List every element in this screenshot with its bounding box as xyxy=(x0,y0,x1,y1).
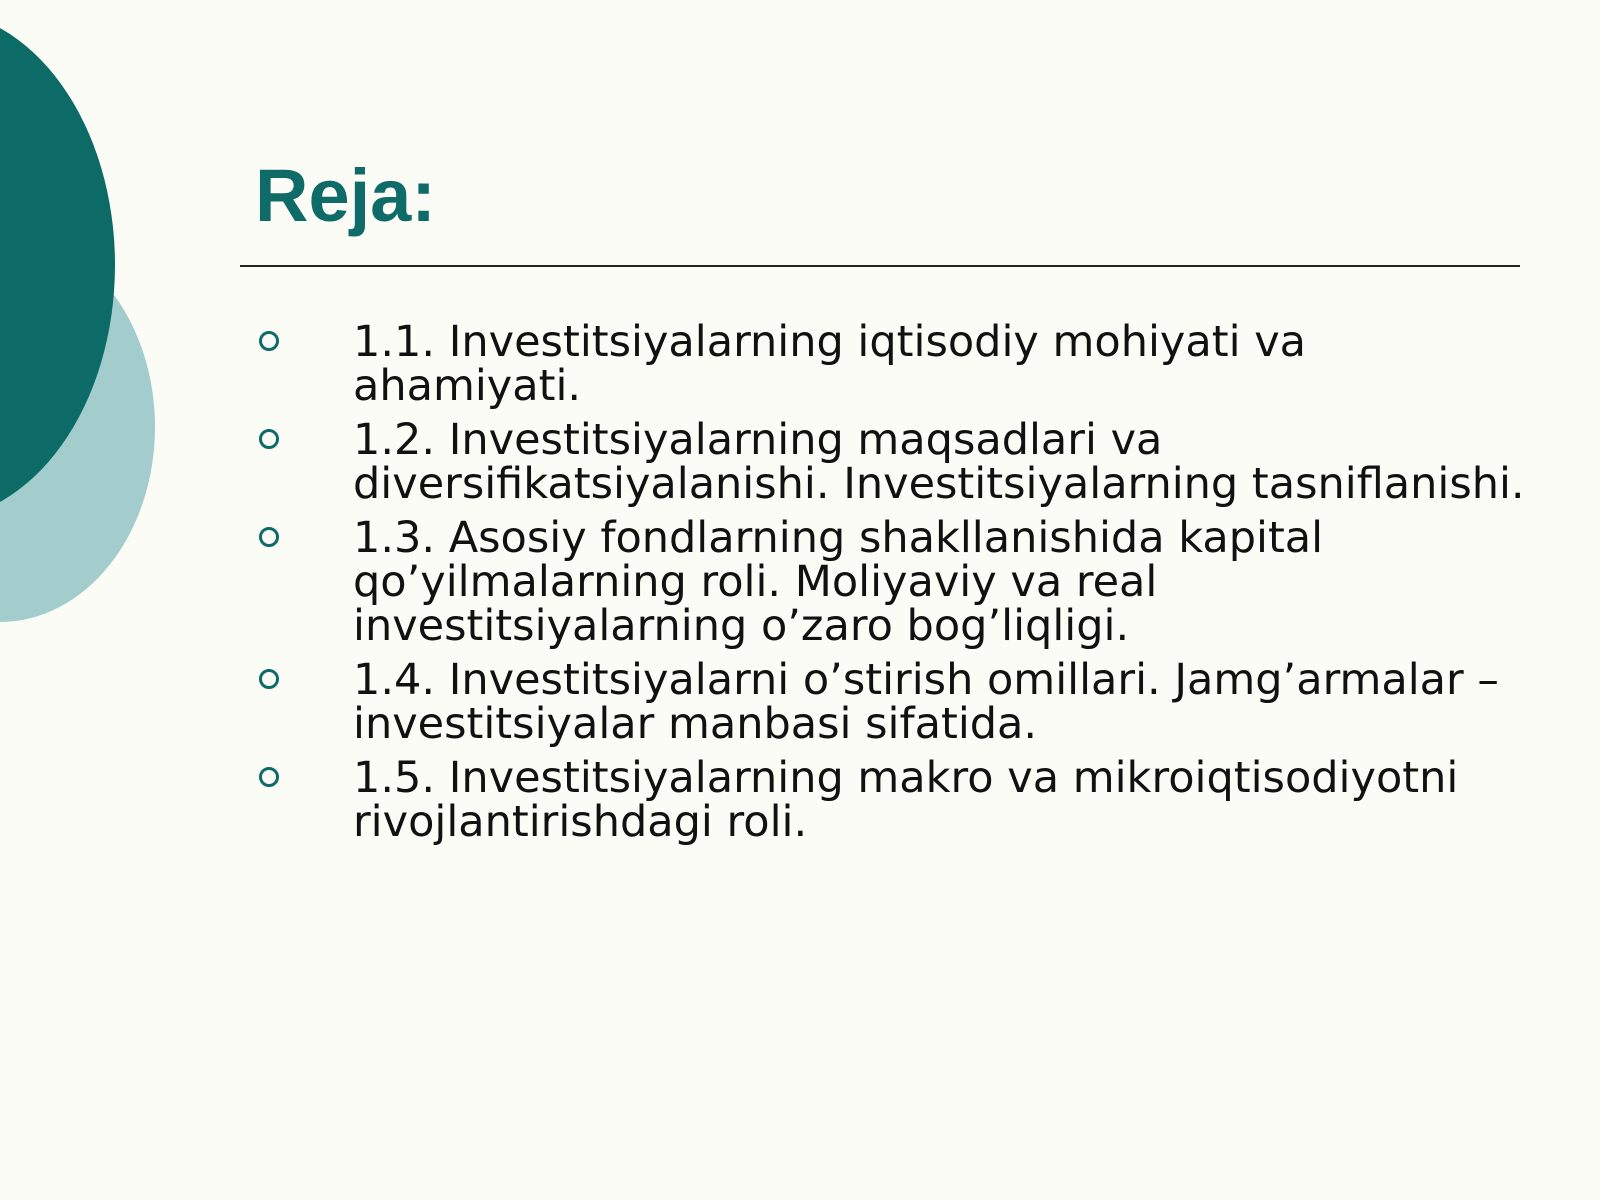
list-item xyxy=(255,415,1525,509)
hollow-circle-bullet-icon xyxy=(259,429,279,449)
title-divider xyxy=(240,265,1520,267)
list-item xyxy=(255,753,1525,847)
list-item-text: 1.1. Investitsiyalarning iqtisodiy mohiyati va ahamiyati. xyxy=(353,317,1306,411)
list-item xyxy=(255,317,1525,411)
list-item-text: 1.5. Investitsiyalarning makro va mikroiqtisodiyotni rivojlantirishdagi roli. xyxy=(353,753,1459,847)
slide-title: Reja: xyxy=(255,154,436,237)
hollow-circle-bullet-icon xyxy=(259,331,279,351)
list-item-text: 1.3. Asosiy fondlarning shakllanishida kapital qo’yilmalarning roli. Moliyaviy va real investitsiyalarning o’zaro bog’liqligi. xyxy=(353,513,1324,651)
plan-list xyxy=(255,317,1525,854)
hollow-circle-bullet-icon xyxy=(259,669,279,689)
hollow-circle-bullet-icon xyxy=(259,767,279,787)
list-item xyxy=(255,655,1525,749)
list-item-text: 1.2. Investitsiyalarning maqsadlari va diversifikatsiyalanishi. Investitsiyalarning tasniflanishi. xyxy=(353,415,1525,509)
list-item-text: 1.4. Investitsiyalarni o’stirish omillari. Jamg’armalar – investitsiyalar manbasi sifatida. xyxy=(353,655,1499,749)
hollow-circle-bullet-icon xyxy=(259,527,279,547)
list-item xyxy=(255,513,1525,651)
